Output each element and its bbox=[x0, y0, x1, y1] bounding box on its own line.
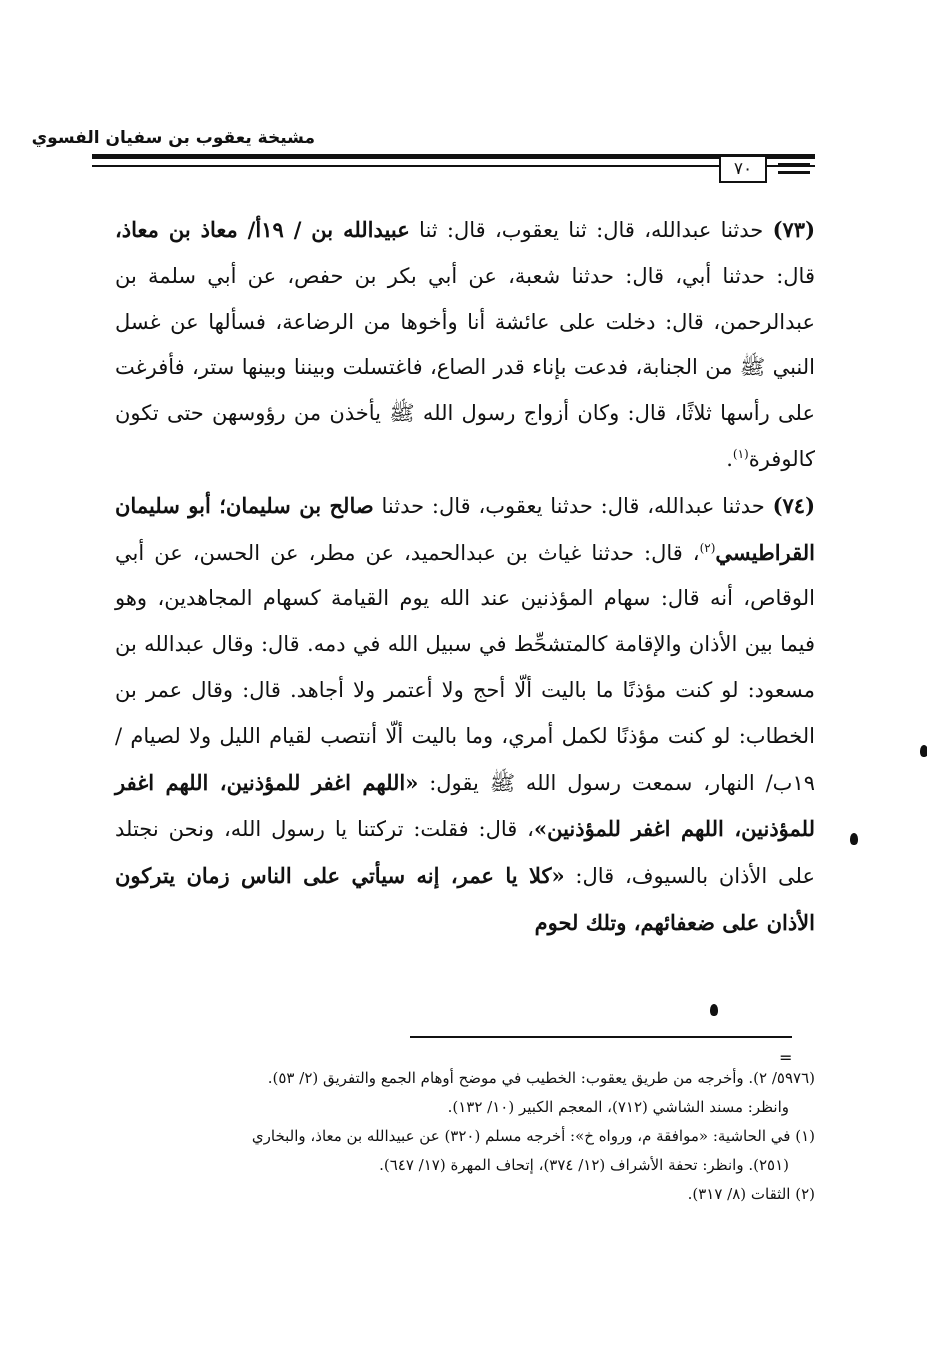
text-run: ، قال: حدثنا غياث بن عبدالحميد، عن مطر، عن الحسن، عن أبي الوقاص، أنه قال: سهام المؤذنين عند الله يوم القيامة كسهام المجاهدين، وهو فيما بين الأذان والإقامة كالمتشحِّط في سبيل الله في دمه. قال: وقال عبدالله بن مسعود: لو كنت مؤذنًا ما باليت ألّا أحج ولا أعتمر ولا أجاهد. قال: وقال عمر بن الخطاب: لو كنت مؤذنًا لكمل أمري، وما باليت ألّا أنتصب لقيام الليل ولا لصيام /١٩ب/ النهار، سمعت رسول الله ﷺ يقول: bbox=[115, 540, 815, 795]
text-run: حدثنا عبدالله، قال: ثنا يعقوب، قال: ثنا bbox=[409, 218, 773, 242]
footnote-1-continued: (٢٥١). وانظر: تحفة الأشراف (١٢/ ٣٧٤)، إتحاف المهرة (١٧/ ٦٤٧). bbox=[379, 1156, 789, 1174]
hadith-number: (٧٤) bbox=[772, 492, 815, 518]
bold-run: عبيدالله بن / ١٩أ/ معاذ بن معاذ، bbox=[115, 217, 410, 242]
footnote-continued-line: وانظر: مسند الشاشي (٧١٢)، المعجم الكبير (١٠/ ١٣٢). bbox=[447, 1098, 789, 1116]
paragraph-73: (٧٣) حدثنا عبدالله، قال: ثنا يعقوب، قال: ثنا عبيدالله بن / ١٩أ/ معاذ بن معاذ، قال: حدثنا أبي، قال: حدثنا شعبة، عن أبي بكر بن حفص، عن أبي سلمة بن عبدالرحمن، قال: دخلت على عائشة أنا وأخوها من الرضاعة، فسألها عن غسل النبي ﷺ من الجنابة، فدعت بإناء قدر الصاع، فاغتسلت وبيننا وبينها ستر، فأفرغت على رأسها ثلاثًا، قال: وكان أزواج رسول الله ﷺ يأخذن من رؤوسهن حتى تكون كالوفرة$^{(١)}$. bbox=[115, 217, 815, 471]
bold-run: صالح بن سليمان؛ أبو سليمان القراطيسي bbox=[115, 492, 815, 565]
margin-mark bbox=[850, 833, 858, 845]
header-rule-thin bbox=[92, 165, 815, 167]
footnotes bbox=[115, 1064, 815, 1209]
bold-quote: «اللهم اغفر للمؤذنين، اللهم اغفر للمؤذنين، اللهم اغفر للمؤذنين» bbox=[115, 769, 816, 842]
footnote-rule bbox=[410, 1036, 792, 1038]
footnote-continuation-mark: = bbox=[779, 1048, 793, 1067]
hadith-number: (٧٣) bbox=[772, 217, 815, 242]
margin-mark bbox=[920, 745, 927, 757]
paragraph-74 bbox=[115, 483, 815, 947]
running-title: مشيخة يعقوب بن سفيان الفسوي bbox=[31, 128, 315, 148]
footnote-1: (١) في الحاشية: «موافقة م، ورواه خ»: أخرجه مسلم (٣٢٠) عن عبيدالله بن معاذ، والبخاري bbox=[251, 1127, 815, 1145]
margin-mark bbox=[710, 1004, 718, 1016]
side-mark bbox=[778, 171, 810, 174]
header-rule-thick bbox=[92, 154, 815, 159]
footnote-2: (٢) الثقات (٨/ ٣١٧). bbox=[687, 1185, 815, 1203]
text-run: ، قال: فقلت: تركتنا يا رسول الله، ونحن نجتلد على الأذان بالسيوف، قال: bbox=[115, 817, 816, 889]
text-run: حدثنا عبدالله، قال: حدثنا يعقوب، قال: حدثنا bbox=[373, 493, 773, 518]
page-number: ٧٠ bbox=[719, 155, 767, 183]
side-mark bbox=[778, 163, 810, 166]
footnote-continued-line: (٥٩٧٦/ ٢). وأخرجه من طريق يعقوب: الخطيب في موضح أوهام الجمع والتفريق (٢/ ٥٣). bbox=[267, 1069, 815, 1087]
bold-quote: «كلا يا عمر، إنه سيأتي على الناس زمان يتركون الأذان على ضعفائهم، وتلك لحوم bbox=[115, 863, 815, 935]
main-text bbox=[115, 207, 815, 947]
footnote-ref[interactable]: (٢) bbox=[699, 540, 716, 555]
footnote-ref[interactable]: (١) bbox=[732, 446, 749, 461]
text-run: قال: حدثنا أبي، قال: حدثنا شعبة، عن أبي بكر بن حفص، عن أبي سلمة بن عبدالرحمن، قال: دخلت على عائشة أنا وأخوها من الرضاعة، فسألها عن غسل النبي ﷺ من الجنابة، فدعت بإناء قدر الصاع، فاغتسلت وبيننا وبينها ستر، فأفرغت على رأسها ثلاثًا، قال: وكان أزواج رسول الله ﷺ يأخذن من رؤوسهن حتى تكون كالوفرة bbox=[115, 263, 815, 471]
